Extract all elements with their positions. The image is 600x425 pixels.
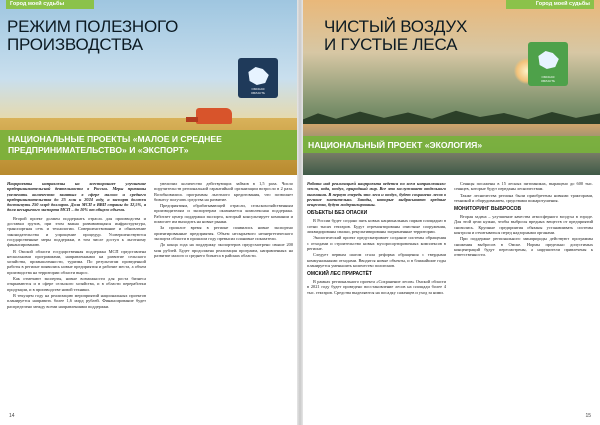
paragraph: Второй проект должен поддержать отрасль для производства и доставки грузов, при этом важна развивающаяся инфраструктура, транспортная сеть и технологии. Совершенствование и обновление законодательства и упрощение процедур. Усовершенствуются государственные меры поддержки, в том числе доступ к льготному финансированию.: [7, 215, 146, 248]
right-project-banner: НАЦИОНАЛЬНЫЙ ПРОЕКТ «ЭКОЛОГИЯ»: [300, 136, 600, 153]
omsk-region-badge-left: [238, 58, 278, 98]
harvester-image: [196, 108, 232, 124]
right-page-number: 15: [585, 413, 591, 419]
paragraph: Сеянцы посажены в 15 лесных питомниках, выращено до 600 тыс. сеянцев, которые будут переданы лесничествам.: [454, 181, 593, 192]
right-column-1: [307, 181, 446, 405]
left-article-body: [7, 181, 293, 405]
paragraph: Экологический проект предусматривает создание системы обращения с отходами и строительство новых мусоросортировочных комплексов в регионе.: [307, 235, 446, 251]
paragraph: Следует первым шагом стала реформа обращения с твердыми коммунальными отходами. Вводятся новые объекты, и в ближайшие годы планируется уменьшить количество полигонов.: [307, 252, 446, 268]
paragraph: До конца года на поддержку экспортеров предусмотрено свыше 200 млн рублей. Будет продолжена реализация программ, направленных на развитие малого и среднего бизнеса в районах области.: [154, 242, 293, 258]
right-headline: ЧИСТЫЙ ВОЗДУХ И ГУСТЫЕ ЛЕСА: [324, 17, 468, 54]
badge-label: ОМСКАЯ ОБЛАСТЬ: [250, 87, 266, 95]
subheading: ОМСКИЙ ЛЕС ПРИРАСТЁТ: [307, 271, 372, 278]
left-page-number: 14: [9, 413, 15, 419]
left-headline: РЕЖИМ ПОЛЕЗНОГО ПРОИЗВОДСТВА: [7, 17, 179, 54]
subheading: МОНИТОРИНГ ВЫБРОСОВ: [454, 206, 522, 213]
paragraph: В текущем году на реализацию мероприятий национальных проектов планируется направить более 1,6 млрд рублей. Финансирование будет распределено между всеми направлениями поддержки.: [7, 292, 146, 309]
left-column-1: [7, 181, 146, 405]
right-lead-paragraph: Работа над реализацией нацпроекта ведется по всем направлениям: земли, вода, воздух, природный мир. Все это заслуживает отдельного внимания. В первую очередь это леса и воздух, будет сохранено лесов в регионе значительно. Заводы, которые выбрасывают вредные вещества, будут модернизированы.: [307, 181, 446, 208]
left-project-banner: НАЦИОНАЛЬНЫЕ ПРОЕКТЫ «МАЛОЕ И СРЕДНЕЕ ПРЕДПРИНИМАТЕЛЬСТВО» И «ЭКСПОРТ»: [0, 130, 300, 160]
left-lead-paragraph: Нацпроекты направлены на всестороннее улучшение предпринимательской деятельности в России. Меры призваны увеличить количество занятых в сфере малого и среднего предпринимательства до 25 млн к 2024 году, а экспорт должен достигнуть 250 млрд долларов. Доля МСП в ВВП страны до 32,5%, а доля несырьевого экспорта МСП – до 10% от общего объема.: [7, 181, 146, 213]
paragraph: Вторая задача – улучшение качества атмосферного воздуха в городе. Для этой цели нужно, чтобы выбросы вредных веществ от предприятий снизились. Крупные предприятия обязаны устанавливать системы контроля и отчитываться перед надзорными органами.: [454, 214, 593, 236]
paragraph: В России будет создано пять новых национальных парков площадью в сотни тысяч гектаров. Будут отремонтированы очистные сооружения, ликвидированы свалки, рекультивированы загрязненные территории.: [307, 218, 446, 235]
region-map-icon: [246, 66, 270, 86]
paragraph: В Омской области государственная поддержка МСП представлена несколькими программами, направленными на развитие сельского хозяйства, промышленности, туризма. По результатам проведенной работы в регионе появились новые предприятия и рабочие места, а объем производства на территории области вырос.: [7, 248, 146, 275]
subheading: ОБЪЕКТЫ БЕЗ ОПАСКИ: [307, 210, 368, 217]
right-column-2: [454, 181, 593, 405]
paragraph: увеличил количество действующих займов в 1,5 раза. Число поручительств региональной гарантийной организации возросло в 2 раза. Возобновились программы льготного кредитования, что позволяет бизнесу получать средства на развитие.: [154, 181, 293, 202]
badge-label: ОМСКАЯ ОБЛАСТЬ: [540, 75, 556, 83]
region-map-icon: [536, 50, 560, 70]
left-rubric: Город моей судьбы: [6, 0, 94, 9]
paragraph: Также лесничества региона были приобретены новыми тракторами, техникой и оборудованием, средствами пожаротушения.: [454, 192, 593, 203]
paragraph: Предприятиям, обрабатывающей отрасли, сельскохозяйственным производителям и экспортерам оказывается комплексная поддержка. Работает центр поддержки экспорта, который консультирует компании и помогает им выходить на новые рынки.: [154, 203, 293, 225]
right-rubric: Город моей судьбы: [506, 0, 594, 9]
omsk-region-badge-right: [528, 42, 568, 86]
paragraph: В рамках регионального проекта «Сохранение лесов» Омской области в 2021 году будет проведено восстановление лесов на площади более 4 тыс. гектаров. Средства выделяются на посадку саженцев и уход за ними.: [307, 279, 446, 295]
paragraph: За прошлое время в регионе появились новые экспортно ориентированные предприятия. Объем несырьевого неэнергетического экспорта области в прошлом году превысил плановые показатели.: [154, 225, 293, 241]
page-gutter: [297, 0, 303, 425]
right-article-body: [307, 181, 593, 405]
left-column-2: [154, 181, 293, 405]
paragraph: Как отмечают эксперты, новые возможности для роста бизнеса открываются и в сфере сельского хозяйства, и в области переработки продукции, и в производстве новой техники.: [7, 276, 146, 292]
paragraph: При поддержке регионального минприроды действуют программы снижения выбросов в Омске. Нормы предельно допустимых концентраций будут пересмотрены, а нарушители привлечены к ответственности.: [454, 236, 593, 258]
right-page: [300, 0, 600, 425]
